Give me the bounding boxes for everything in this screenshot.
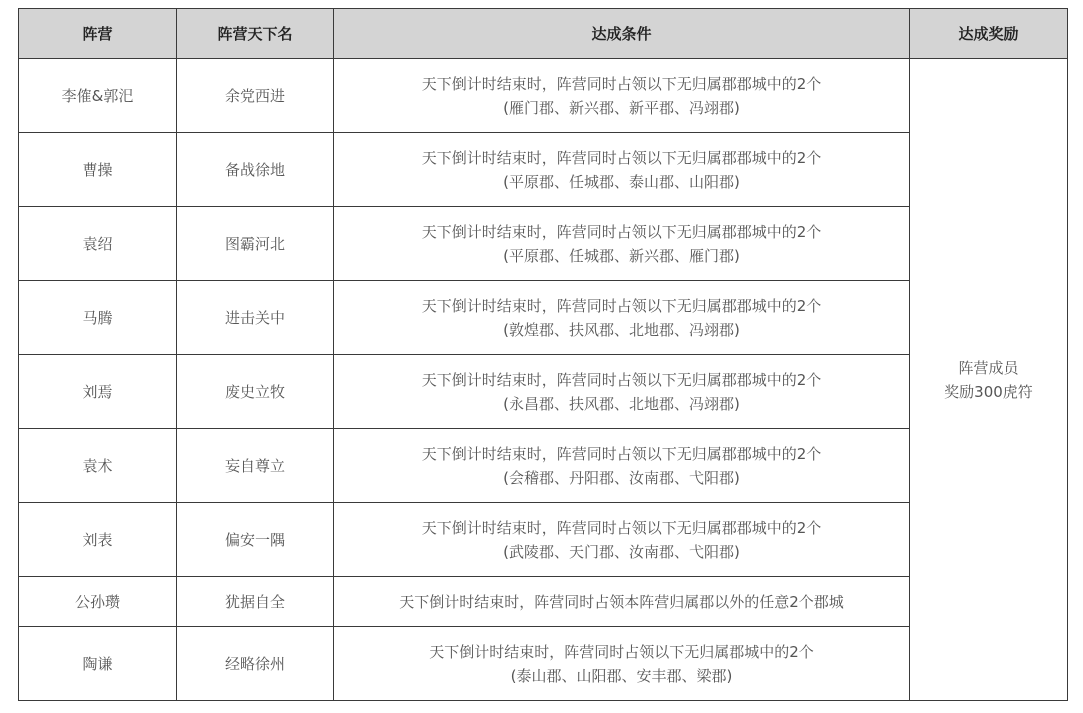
camp-cell: 陶谦 [19,627,177,701]
camp-name-cell: 妄自尊立 [177,429,334,503]
condition-cities: (泰山郡、山阳郡、安丰郡、梁郡) [510,666,733,685]
condition-text: 天下倒计时结束时，阵营同时占领以下无归属郡郡城中的2个 [421,370,822,389]
condition-cell [334,133,910,207]
header-camp: 阵营 [19,9,177,59]
condition-cities: (永昌郡、扶风郡、北地郡、冯翊郡) [503,394,740,413]
condition-cell [334,355,910,429]
condition-text: 天下倒计时结束时，阵营同时占领以下无归属郡郡城中的2个 [421,518,822,537]
condition-cell [334,429,910,503]
condition-cell [334,627,910,701]
condition-cell [334,503,910,577]
camp-cell: 袁术 [19,429,177,503]
camp-name-cell: 经略徐州 [177,627,334,701]
condition-text: 天下倒计时结束时，阵营同时占领以下无归属郡郡城中的2个 [421,74,822,93]
camp-cell: 袁绍 [19,207,177,281]
condition-cell [334,59,910,133]
condition-cell [334,207,910,281]
condition-cell [334,577,910,627]
camp-name-cell: 犹据自全 [177,577,334,627]
reward-cell [910,59,1068,701]
header-reward: 达成奖励 [910,9,1068,59]
condition-cities: (会稽郡、丹阳郡、汝南郡、弋阳郡) [503,468,740,487]
reward-line-2: 奖励300虎符 [944,382,1033,401]
camp-cell: 刘焉 [19,355,177,429]
condition-cities: (敦煌郡、扶风郡、北地郡、冯翊郡) [503,320,740,339]
camp-name-cell: 余党西进 [177,59,334,133]
condition-cell [334,281,910,355]
condition-cities: (武陵郡、天门郡、汝南郡、弋阳郡) [503,542,740,561]
condition-text: 天下倒计时结束时，阵营同时占领本阵营归属郡以外的任意2个郡城 [399,592,844,611]
camp-conditions-table [18,8,1068,701]
condition-text: 天下倒计时结束时，阵营同时占领以下无归属郡城中的2个 [429,642,814,661]
camp-name-cell: 偏安一隅 [177,503,334,577]
condition-text: 天下倒计时结束时，阵营同时占领以下无归属郡郡城中的2个 [421,296,822,315]
condition-text: 天下倒计时结束时，阵营同时占领以下无归属郡郡城中的2个 [421,222,822,241]
camp-cell: 公孙瓒 [19,577,177,627]
camp-name-cell: 备战徐地 [177,133,334,207]
camp-name-cell: 废史立牧 [177,355,334,429]
header-camp-name: 阵营天下名 [177,9,334,59]
camp-cell: 李傕&郭汜 [19,59,177,133]
camp-cell: 曹操 [19,133,177,207]
table-row [19,59,1068,133]
camp-cell: 刘表 [19,503,177,577]
condition-cities: (雁门郡、新兴郡、新平郡、冯翊郡) [503,98,740,117]
camp-name-cell: 图霸河北 [177,207,334,281]
header-condition: 达成条件 [334,9,910,59]
camp-cell: 马腾 [19,281,177,355]
camp-name-cell: 进击关中 [177,281,334,355]
table-header-row [19,9,1068,59]
reward-line-1: 阵营成员 [958,358,1019,377]
condition-text: 天下倒计时结束时，阵营同时占领以下无归属郡郡城中的2个 [421,148,822,167]
condition-cities: (平原郡、任城郡、新兴郡、雁门郡) [503,246,740,265]
condition-text: 天下倒计时结束时，阵营同时占领以下无归属郡郡城中的2个 [421,444,822,463]
condition-cities: (平原郡、任城郡、泰山郡、山阳郡) [503,172,740,191]
